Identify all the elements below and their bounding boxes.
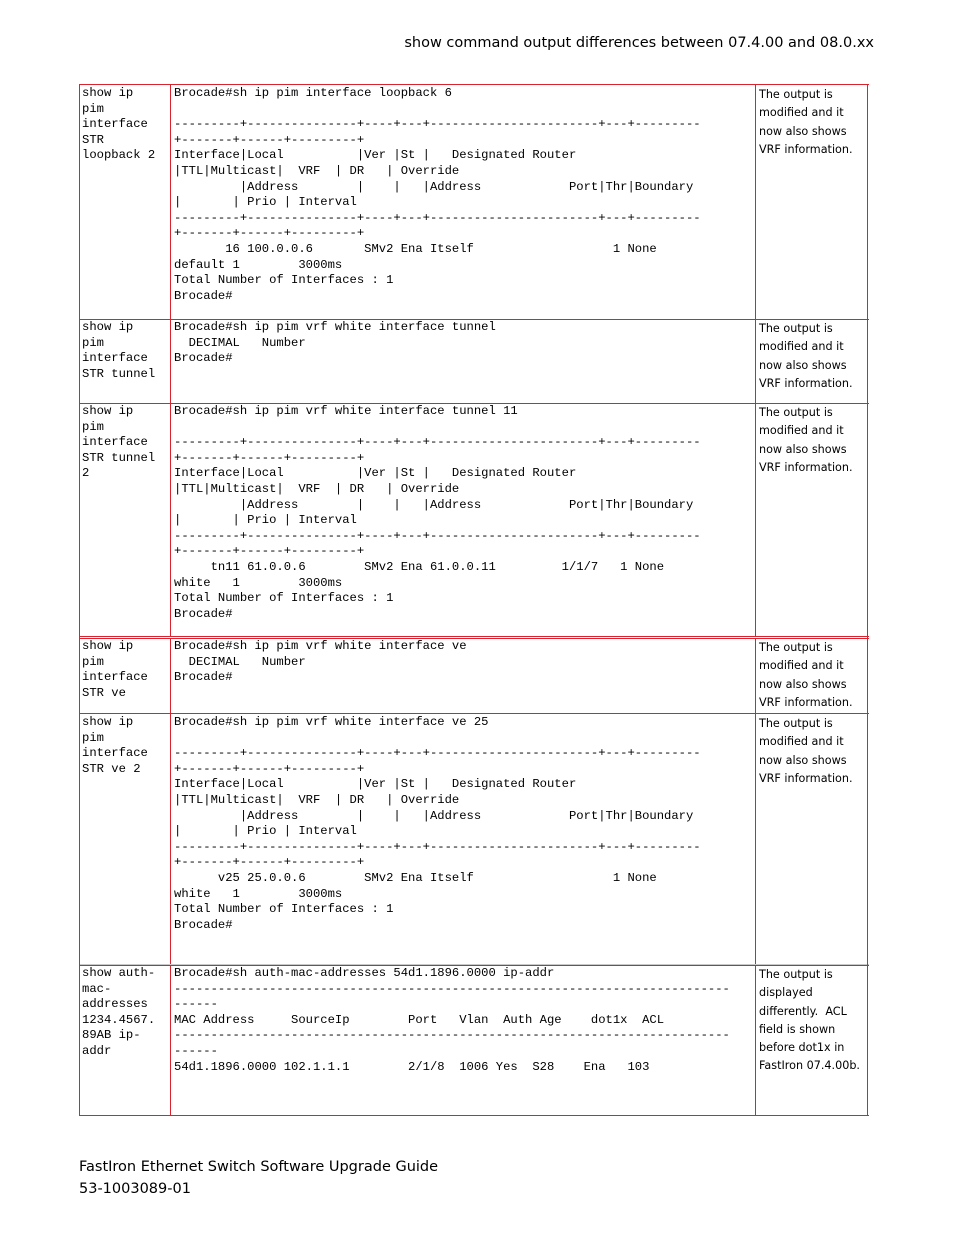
row-divider xyxy=(79,403,869,404)
row-divider xyxy=(79,636,869,637)
output-cell: Brocade#sh ip pim vrf white interface ve 25 ---------+---------------+----+---+-----------------------+---+--------- +-------+------+---------+ Interface|Local |Ver |St | Designated Router |TTL|Multicast| VRF | DR | Override |Address | | |Address Port|Thr|Boundary | | Prio | Interval ---------+---------------+----+---+-----------------------+---+--------- +-------+------+---------+ v25 25.0.0.6 SMv2 Ena Itself 1 None white 1 3000ms Total Number of Interfaces : 1 Brocade# xyxy=(171,714,756,965)
page-header-title: show command output differences between 07.4.00 and 08.0.xx xyxy=(404,35,874,51)
output-cell: Brocade#sh ip pim vrf white interface tunnel 11 ---------+---------------+----+---+-----------------------+---+--------- +-------+------+---------+ Interface|Local |Ver |St | Designated Router |TTL|Multicast| VRF | DR | Override |Address | | |Address Port|Thr|Boundary | | Prio | Interval ---------+---------------+----+---+-----------------------+---+--------- +-------+------+---------+ tn11 61.0.0.6 SMv2 Ena 61.0.0.11 1/1/7 1 None white 1 3000ms Total Number of Interfaces : 1 Brocade# xyxy=(171,403,756,637)
command-cell: show auth- mac- addresses 1234.4567. 89AB ip- addr xyxy=(79,965,171,1116)
difference-cell: The output is modified and it now also shows VRF information. xyxy=(759,406,853,474)
table-row xyxy=(79,965,869,1116)
difference-cell: The output is modified and it now also shows VRF information. xyxy=(759,717,853,785)
footer-guide-title: FastIron Ethernet Switch Software Upgrade Guide xyxy=(79,1159,439,1175)
difference-cell: The output is displayed differently. ACL field is shown before dot1x in FastIron 07.4.00b. xyxy=(759,968,860,1073)
table-row xyxy=(79,714,869,965)
table-row xyxy=(79,319,869,403)
command-cell: show ip pim interface STR loopback 2 xyxy=(79,85,171,319)
command-cell: show ip pim interface STR tunnel 2 xyxy=(79,403,171,637)
difference-cell: The output is modified and it now also shows VRF information. xyxy=(759,641,853,709)
output-cell: Brocade#sh ip pim vrf white interface ve DECIMAL Number Brocade# xyxy=(171,638,756,713)
row-divider xyxy=(79,638,869,639)
command-cell: show ip pim interface STR ve 2 xyxy=(79,714,171,965)
row-divider xyxy=(79,965,869,966)
output-cell: Brocade#sh auth-mac-addresses 54d1.1896.0000 ip-addr ---------------------------------------------------------------------------- ------ MAC Address SourceIp Port Vlan Auth Age dot1x ACL ---------------------------------------------------------------------------- ------ 54d1.1896.0000 102.1.1.1 2/1/8 1006 Yes S28 Ena 103 xyxy=(171,965,756,1116)
footer-doc-number: 53-1003089-01 xyxy=(79,1181,191,1197)
table-border-right xyxy=(867,84,868,1116)
table-row xyxy=(79,403,869,637)
table-border-left xyxy=(79,84,80,1116)
row-divider xyxy=(79,319,869,320)
difference-cell: The output is modified and it now also shows VRF information. xyxy=(759,88,853,156)
command-cell: show ip pim interface STR tunnel xyxy=(79,319,171,403)
row-divider xyxy=(79,713,869,714)
output-cell: Brocade#sh ip pim interface loopback 6 ---------+---------------+----+---+-----------------------+---+--------- +-------+------+---------+ Interface|Local |Ver |St | Designated Router |TTL|Multicast| VRF | DR | Override |Address | | |Address Port|Thr|Boundary | | Prio | Interval ---------+---------------+----+---+-----------------------+---+--------- +-------+------+---------+ 16 100.0.0.6 SMv2 Ena Itself 1 None default 1 3000ms Total Number of Interfaces : 1 Brocade# xyxy=(171,85,756,319)
table-border-top xyxy=(79,84,869,85)
output-cell: Brocade#sh ip pim vrf white interface tunnel DECIMAL Number Brocade# xyxy=(171,319,756,403)
command-cell: show ip pim interface STR ve xyxy=(79,638,171,713)
page-footer xyxy=(79,1156,438,1200)
table-border-bottom xyxy=(79,1115,869,1116)
table-row xyxy=(79,85,869,319)
table-row xyxy=(79,638,869,713)
difference-cell: The output is modified and it now also shows VRF information. xyxy=(759,322,853,390)
